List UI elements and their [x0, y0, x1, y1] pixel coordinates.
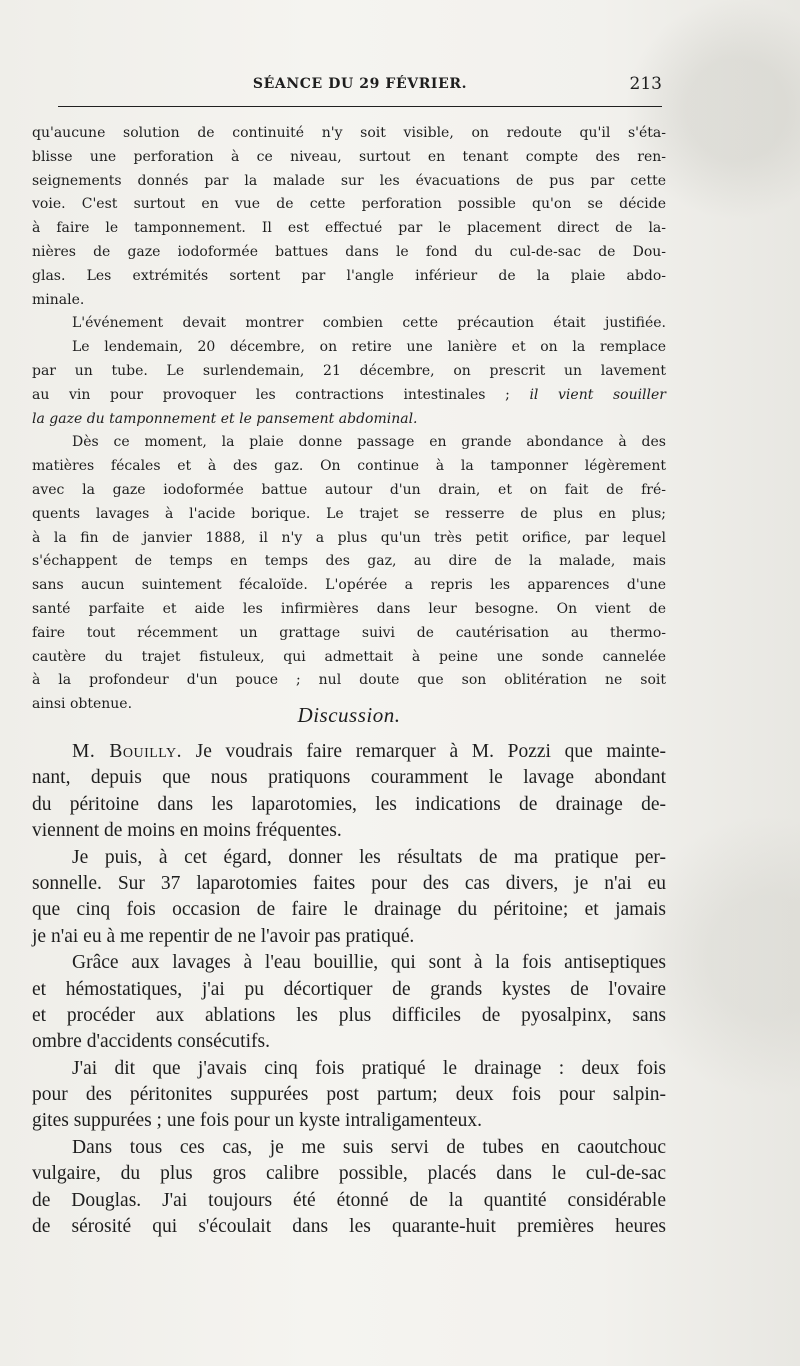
text-line: de sérosité qui s'écoulait dans les quarante-huit premières heures: [32, 1216, 666, 1238]
discussion-heading: Discussion.: [297, 703, 401, 727]
page-header: [58, 76, 662, 102]
text-line: Le lendemain, 20 décembre, on retire une lanière et on la remplace: [72, 339, 666, 356]
text-line: ombre d'accidents consécutifs.: [32, 1031, 270, 1053]
page-number: 213: [629, 74, 662, 94]
text-line: Grâce aux lavages à l'eau bouillie, qui sont à la fois antiseptiques: [72, 952, 666, 974]
text-line: à la fin de janvier 1888, il n'y a plus qu'un très petit orifice, par lequel: [32, 529, 666, 546]
running-title: SÉANCE DU 29 FÉVRIER.: [252, 76, 468, 92]
text-line: voie. C'est surtout en vue de cette perforation possible qu'on se décide: [32, 196, 666, 213]
text-line: J'ai dit que j'avais cinq fois pratiqué le drainage : deux fois: [72, 1057, 666, 1079]
text-segment: Je voudrais faire remarquer à M. Pozzi que mainte-: [195, 741, 666, 762]
text-line: blisse une perforation à ce niveau, surtout en tenant compte des ren-: [32, 148, 666, 165]
text-line: à la profondeur d'un pouce ; nul doute que son oblitération ne soit: [32, 672, 666, 689]
text-line: que cinq fois occasion de faire le drainage du péritoine; et jamais: [32, 899, 666, 921]
text-line: du péritoine dans les laparotomies, les indications de drainage de-: [32, 793, 666, 815]
text-line: minale.: [32, 291, 85, 308]
text-line: et hémostatiques, j'ai pu décortiquer de grands kystes de l'ovaire: [32, 978, 666, 1000]
text-line: matières fécales et à des gaz. On continue à la tamponner légèrement: [32, 458, 666, 475]
text-line: sonnelle. Sur 37 laparotomies faites pour des cas divers, je n'ai eu: [32, 872, 666, 894]
text-line: vulgaire, du plus gros calibre possible, placés dans le cul-de-sac: [32, 1163, 666, 1185]
text-line: et procéder aux ablations les plus difficiles de pyosalpinx, sans: [32, 1004, 666, 1026]
text-line: ainsi obtenue.: [32, 696, 133, 713]
text-line: je n'ai eu à me repentir de ne l'avoir pas pratiqué.: [32, 925, 415, 947]
text-line: Je puis, à cet égard, donner les résultats de ma pratique per-: [72, 846, 666, 868]
text-line: qu'aucune solution de continuité n'y soit visible, on redoute qu'il s'éta-: [32, 125, 666, 141]
text-line: nières de gaze iodoformée battues dans le fond du cul-de-sac de Dou-: [32, 243, 666, 260]
text-line: Dès ce moment, la plaie donne passage en grande abondance à des: [72, 434, 666, 451]
text-line: s'échappent de temps en temps des gaz, au dire de la malade, mais: [32, 553, 666, 570]
text-line: [32, 739, 666, 765]
text-line: faire tout récemment un grattage suivi de cautérisation au thermo-: [32, 624, 666, 641]
text-segment: au vin pour provoquer les contractions intestinales ;: [32, 386, 510, 403]
text-line: Dans tous ces cas, je me suis servi de tubes en caoutchouc: [72, 1136, 666, 1158]
text-line: glas. Les extrémités sortent par l'angle inférieur de la plaie abdo-: [32, 267, 666, 284]
text-line: nant, depuis que nous pratiquons couramment le lavage abondant: [32, 767, 666, 789]
text-line: par un tube. Le surlendemain, 21 décembre, on prescrit un lavement: [32, 362, 666, 379]
text-line: avec la gaze iodoformée battue autour d'un drain, et on fait de fré-: [32, 481, 666, 498]
text-line: L'événement devait montrer combien cette précaution était justifiée.: [72, 315, 666, 332]
text-line: seignements donnés par la malade sur les évacuations de pus par cette: [32, 172, 666, 189]
text-line: sans aucun suintement fécaloïde. L'opérée a repris les apparences d'une: [32, 577, 666, 594]
italic-text: il vient souiller: [529, 386, 666, 403]
italic-text-line: la gaze du tamponnement et le pansement abdominal.: [32, 410, 418, 427]
text-line: de Douglas. J'ai toujours été étonné de la quantité considérable: [32, 1189, 666, 1211]
text-line: quents lavages à l'acide borique. Le trajet se resserre de plus en plus;: [32, 505, 666, 522]
text-line: santé parfaite et aide les infirmières dans leur besogne. On vient de: [32, 600, 666, 617]
text-line: viennent de moins en moins fréquentes.: [32, 820, 342, 842]
header-rule: [58, 106, 662, 107]
text-line: gites suppurées ; une fois pour un kyste intraligamenteux.: [32, 1110, 483, 1132]
discussion-text: [32, 739, 666, 1240]
speaker-name: M. Bouilly.: [72, 741, 182, 762]
text-line: à faire le tamponnement. Il est effectué par le placement direct de la-: [32, 220, 666, 237]
case-report-text: [32, 122, 666, 717]
text-line: pour des péritonites suppurées post partum; deux fois pour salpin-: [32, 1084, 666, 1106]
text-line: cautère du trajet fistuleux, qui admettait à peine une sonde cannelée: [32, 648, 666, 665]
text-line: [32, 384, 666, 408]
